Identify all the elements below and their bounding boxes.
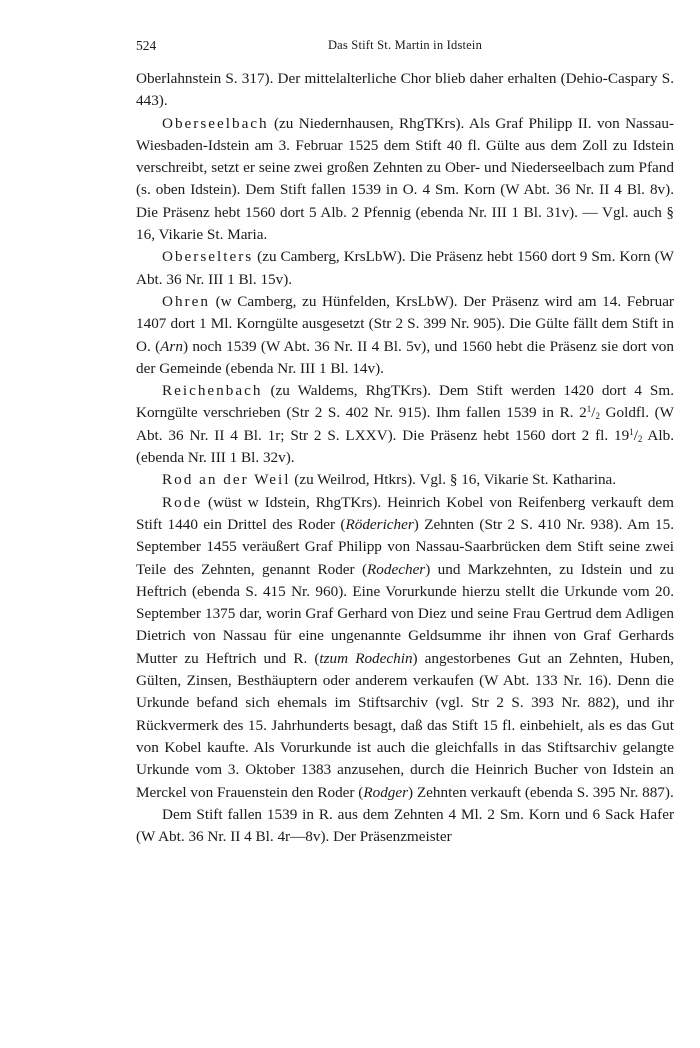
page-number: 524 [136,38,157,53]
paragraph-oberselters: Oberselters (zu Camberg, KrsLbW). Die Präsenz hebt 1560 dort 9 Sm. Korn (W Abt. 36 Nr. III 1 Bl. 15v). [136,248,674,288]
page-header [136,38,674,58]
body-text [136,68,674,848]
place-name: Ohren [162,292,210,310]
place-name: Reichenbach [162,382,263,400]
place-name: Rod an der Weil [162,471,291,489]
paragraph: Dem Stift fallen 1539 in R. aus dem Zehnten 4 Ml. 2 Sm. Korn und 6 Sack Hafer (W Abt. 36 Nr. II 4 Bl. 4r—8v). Der Präsenzmeister [136,805,674,846]
paragraph-reichenbach: Reichenbach (zu Waldems, RhgTKrs). Dem Stift werden 1420 dort 4 Sm. Korngülte verschrieben (Str 2 S. 402 Nr. 915). Ihm fallen 1539 in R. $2^1/_2$ Goldfl. (W Abt. 36 Nr. II 4 Bl. 1r; Str 2 S. LXXV). Die Präsenz hebt 1560 dort 2 fl. $19^1/_2$ Alb. (ebenda Nr. III 1 Bl. 32v). [136,382,675,467]
paragraph-rode: Rode (wüst w Idstein, RhgTKrs). Heinrich Kobel von Reifenberg verkauft dem Stift 1440 ein Drittel des Roder (Rödericher) Zehnten (Str 2 S. 410 Nr. 938). Am 15. September 1455 veräußert Graf Philipp von Nassau-Saarbrücken dem Stift seine zwei Teile des Zehnten, genannt Roder (Rodecher) und Markzehnten, zu Idstein und zu Heftrich (ebenda S. 415 Nr. 960). Eine Vorurkunde hierzu stellt die Urkunde vom 20. September 1375 dar, worin Graf Gerhard von Diez und seine Frau Gertrud dem Adligen Dietrich von Nassau für eine ungenannte Geldsumme ihr ihnen von Graf Gerhards Mutter zu Heftrich und R. (tzum Rodechin) angestorbenes Gut an Zehnten, Huben, Gülten, Zinsen, Besthäuptern oder anderem verkaufen (W Abt. 133 Nr. 16). Denn die Urkunde befand sich ehemals im Stiftsarchiv (vgl. Str 2 S. 393 Nr. 882), und ihr Rückvermerk des 15. Jahrhunderts besagt, daß das Stift 15 fl. einbehielt, als es das Gut von Kobel kaufte. Als Vorurkunde ist auch die gleichfalls in das Stiftsarchiv gelangte Urkunde vom 3. Oktober 1383 anzusehen, durch die Heinrich Bucher von Idstein an Merckel von Frauenstein den Roder (Rodger) Zehnten verkauft (ebenda S. 395 Nr. 887). [136,493,675,801]
place-name: Oberselters [162,248,254,266]
place-name: Oberseelbach [162,114,269,132]
place-name: Rode [162,493,203,511]
running-title: Das Stift St. Martin in Idstein [327,38,483,52]
paragraph-ohren: Ohren (w Camberg, zu Hünfelden, KrsLbW). Der Präsenz wird am 14. Februar 1407 dort 1 Ml. Korngülte ausgesetzt (Str 2 S. 399 Nr. 905). Die Gülte fällt dem Stift in O. (Arn) noch 1539 (W Abt. 36 Nr. II 4 Bl. 5v), und 1560 hebt die Präsenz sie dort von der Gemeinde (ebenda Nr. III 1 Bl. 14v). [136,292,674,377]
paragraph-oberseelbach: Oberseelbach (zu Niedernhausen, RhgTKrs). Als Graf Philipp II. von Nassau-Wiesbaden-Idstein am 3. Februar 1525 dem Stift 40 fl. Gülte aus dem Zoll zu Idstein verschreibt, setzt er seine zwei großen Zehnten zu Ober- und Niederseelbach zum Pfand (s. oben Idstein). Dem Stift fallen 1539 in O. 4 Sm. Korn (W Abt. 36 Nr. II 4 Bl. 8v). Die Präsenz hebt 1560 dort 5 Alb. 2 Pfennig (ebenda Nr. III 1 Bl. 31v). — Vgl. auch § 16, Vikarie St. Maria. [136,114,674,244]
paragraph-rod-an-der-weil: Rod an der Weil (zu Weilrod, Htkrs). Vgl. § 16, Vikarie St. Katharina. [162,471,617,489]
paragraph: Oberlahnstein S. 317). Der mittelalterliche Chor blieb daher erhalten (Dehio-Caspary S. 443). [136,70,674,110]
